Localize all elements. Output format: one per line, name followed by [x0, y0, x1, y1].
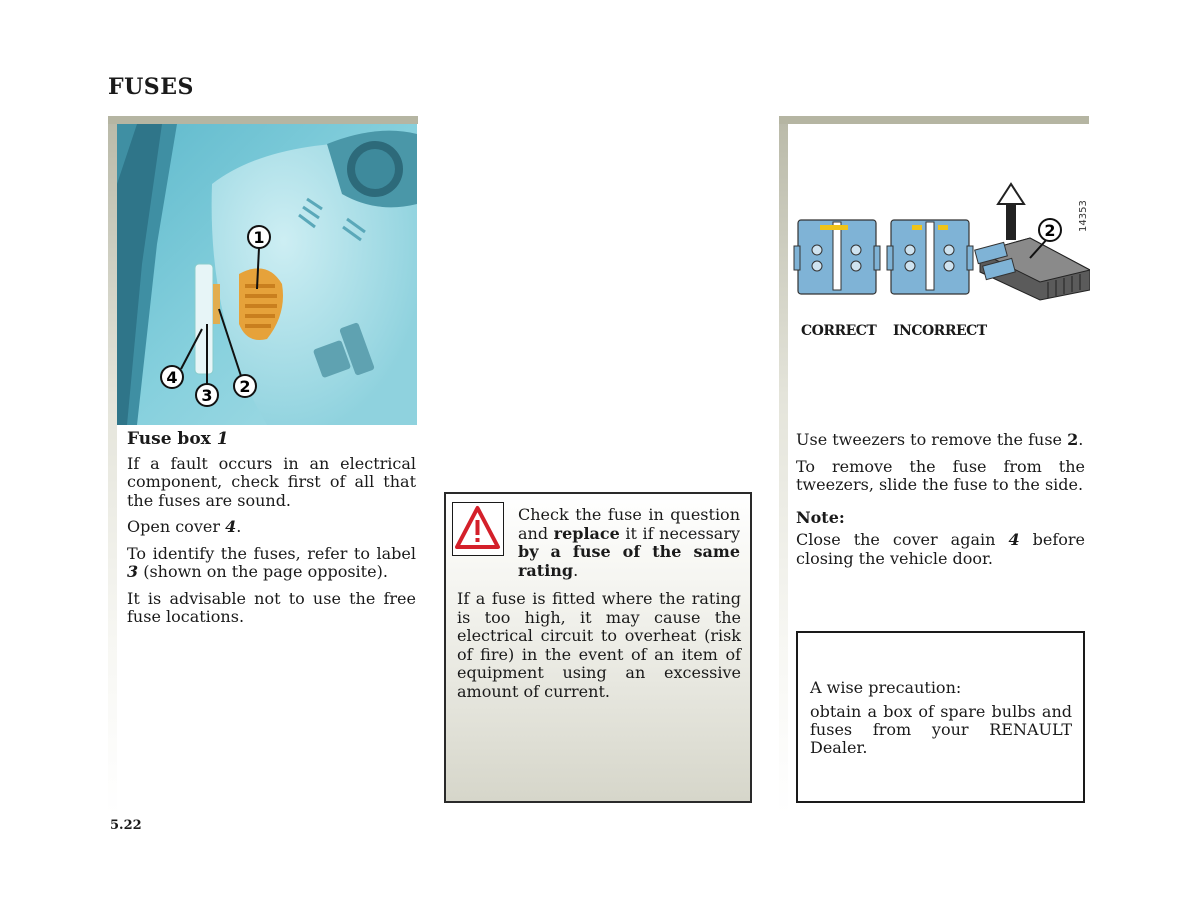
- precaution-title: A wise precaution:: [810, 678, 962, 697]
- page-number: 5.22: [110, 818, 142, 833]
- left-paragraph-3: To identify the fuses, refer to label 3 (shown on the page opposite).: [127, 543, 416, 581]
- diagram-callout-2: 2: [1044, 221, 1056, 240]
- left-column-bar: [108, 116, 117, 816]
- callout-1: 1: [253, 228, 265, 247]
- callout-4: 4: [166, 368, 178, 387]
- warning-triangle-icon: [452, 502, 504, 556]
- right-paragraph-1: Use tweezers to remove the fuse 2.: [796, 430, 1084, 449]
- precaution-text: obtain a box of spare bulbs and fuses from your RENAULT Dealer.: [810, 702, 1072, 757]
- warning-box: [444, 492, 752, 803]
- note-paragraph: Close the cover again 4 before closing the vehicle door.: [796, 530, 1085, 568]
- fuse-incorrect-graphic: [887, 220, 973, 294]
- precaution-box: [796, 631, 1085, 803]
- note-heading: Note:: [796, 507, 845, 527]
- tweezers-graphic: [975, 184, 1090, 300]
- left-paragraph-1: If a fault occurs in an electrical component, check first of all that the fuses are sound.: [127, 453, 416, 510]
- warning-paragraph-2: If a fuse is fitted where the rating is too high, it may cause the electrical circuit to overheat (risk of fire) in the event of an item of equipment using an excessive amount of current.: [457, 589, 741, 701]
- callout-2: 2: [239, 377, 251, 396]
- callout-3: 3: [201, 386, 213, 405]
- right-column-text: [796, 431, 1085, 576]
- label-incorrect: INCORRECT: [893, 323, 987, 339]
- page-title: FUSES: [108, 74, 194, 100]
- left-paragraph-4: It is advisable not to use the free fuse locations.: [127, 588, 416, 626]
- fuse-correct-graphic: [794, 220, 880, 294]
- right-paragraph-2: To remove the fuse from the tweezers, slide the fuse to the side.: [796, 456, 1085, 494]
- left-column-top-bar: [108, 116, 418, 124]
- fuse-box-photo: [117, 124, 417, 425]
- left-column-text: [127, 430, 416, 635]
- diagram-ref-number: 14353: [1078, 200, 1089, 232]
- left-paragraph-2: Open cover 4.: [127, 517, 242, 536]
- warning-paragraph-1: Check the fuse in question and replace it if necessary by a fuse of the same rating.: [518, 505, 741, 580]
- right-column-top-bar: [779, 116, 1089, 124]
- right-column-bar: [779, 116, 788, 816]
- fuse-box-heading: Fuse box 1: [127, 429, 229, 449]
- label-correct: CORRECT: [801, 323, 877, 339]
